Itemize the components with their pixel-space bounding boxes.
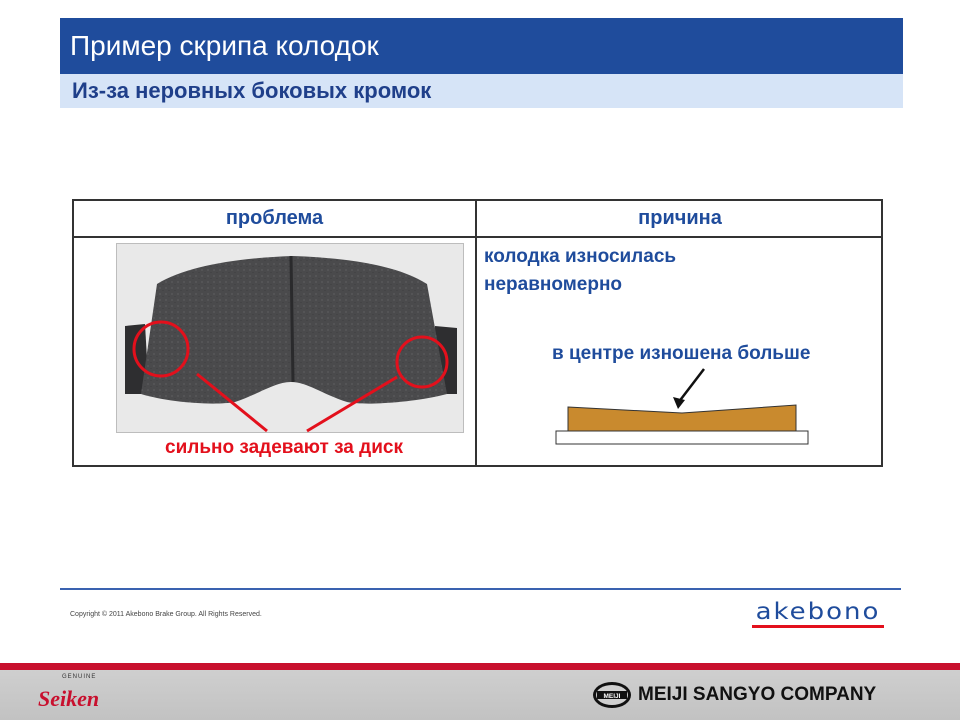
arrow-icon: [678, 369, 704, 403]
akebono-logo-text: akebono: [755, 598, 881, 626]
uneven-wear-diagram: [554, 367, 814, 451]
problem-caption: сильно задевают за диск: [165, 437, 403, 458]
meiji-emblem-icon: [592, 681, 632, 709]
akebono-logo: [752, 599, 884, 629]
backing-plate: [556, 431, 808, 444]
problem-header: проблема: [225, 207, 324, 229]
pad-material: [568, 405, 796, 431]
seiken-genuine-tag: GENUINE: [62, 674, 97, 680]
bottom-red-stripe: [0, 663, 960, 670]
cause-line-1: колодка износилась: [484, 246, 677, 267]
akebono-logo-underline: [752, 625, 884, 628]
footer-divider: [60, 588, 901, 590]
center-wear-note: в центре изношена больше: [552, 343, 811, 364]
cause-header: причина: [638, 207, 722, 229]
meiji-mark-text: MEIJI: [603, 693, 621, 700]
brake-pad-photo: [116, 243, 464, 433]
cause-line-2: неравномерно: [484, 274, 623, 295]
header-divider: [74, 236, 881, 238]
seiken-logo: [36, 672, 120, 716]
cause-description: [484, 243, 864, 299]
slide-title: Пример скрипа колодок: [60, 18, 903, 74]
comparison-table: [72, 199, 883, 467]
slide-subtitle: Из-за неровных боковых кромок: [60, 74, 903, 108]
seiken-logo-text: Seiken: [38, 686, 100, 711]
column-divider: [475, 201, 477, 465]
company-name: MEIJI SANGYO COMPANY: [638, 684, 877, 705]
copyright-text: Copyright © 2011 Akebono Brake Group. All Rights Reserved.: [70, 611, 262, 618]
arrow-head: [673, 397, 685, 409]
